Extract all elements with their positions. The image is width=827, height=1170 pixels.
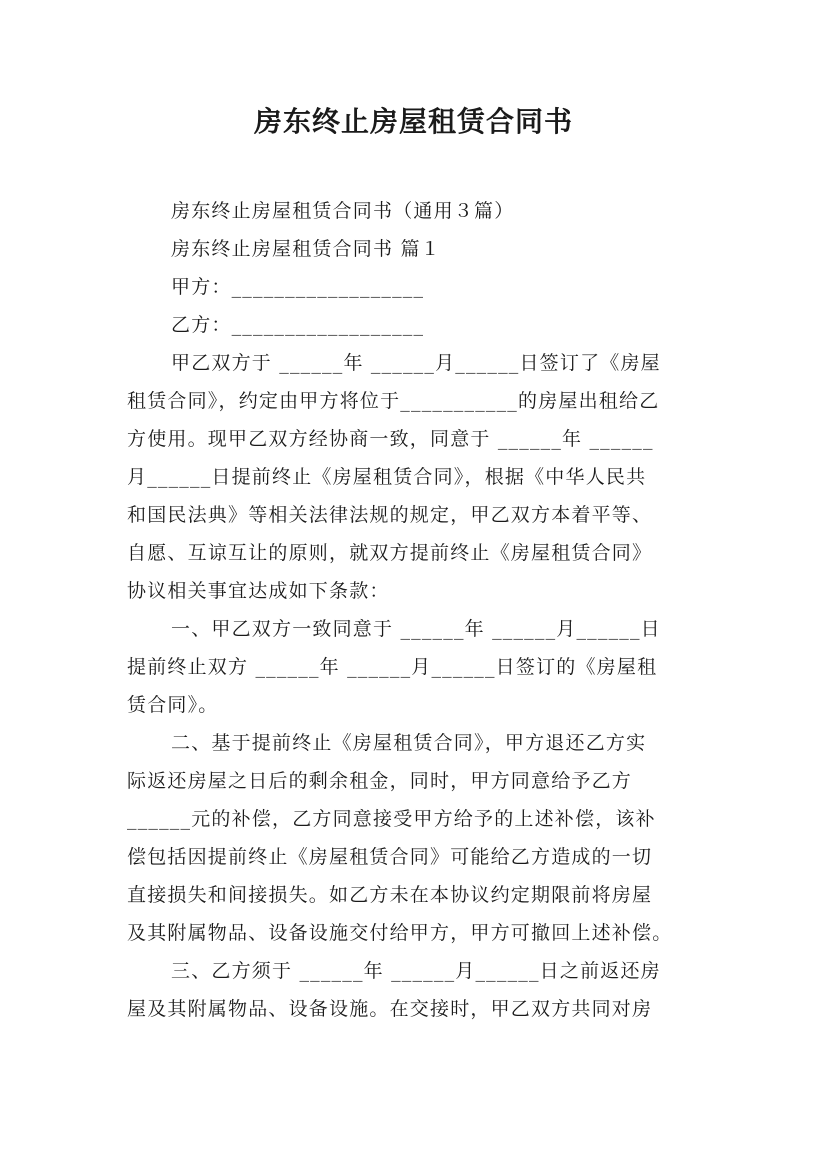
clause-line: ______元的补偿，乙方同意接受甲方给予的上述补偿，该补 (127, 808, 656, 830)
clause-line: 三、乙方须于 ______年 ______月______日之前返还房 (171, 960, 661, 982)
paragraph-line: 租赁合同》，约定由甲方将位于___________的房屋出租给乙 (127, 390, 660, 412)
paragraph-line: 自愿、互谅互让的原则，就双方提前终止《房屋租赁合同》 (127, 542, 653, 564)
paragraph-line: 协议相关事宜达成如下条款： (127, 580, 390, 602)
paragraph-line: 甲乙双方于 ______年 ______月______日签订了《房屋 (171, 352, 661, 374)
clause-line: 二、基于提前终止《房屋租赁合同》，甲方退还乙方实 (171, 732, 647, 754)
clause-line: 一、甲乙双方一致同意于 ______年 ______月______日 (171, 618, 661, 640)
clause-line: 际返还房屋之日后的剩余租金，同时，甲方同意给予乙方 (127, 770, 633, 792)
clause-line: 赁合同》。 (127, 694, 219, 716)
paragraph-line: 方使用。现甲乙双方经协商一致，同意于 ______年 ______ (127, 428, 654, 450)
clause-line: 及其附属物品、设备设施交付给甲方，甲方可撤回上述补偿。 (127, 922, 673, 944)
clause-line: 偿包括因提前终止《房屋租赁合同》可能给乙方造成的一切 (127, 846, 653, 868)
document-body (127, 192, 707, 1028)
section-heading: 房东终止房屋租赁合同书 篇１ (171, 238, 441, 260)
document-title: 房东终止房屋租赁合同书 (253, 105, 573, 138)
subtitle-line: 房东终止房屋租赁合同书（通用３篇） (171, 200, 515, 222)
party-b-line: 乙方：__________________ (171, 314, 425, 336)
paragraph-line: 月______日提前终止《房屋租赁合同》，根据《中华人民共 (127, 466, 647, 488)
clause-line: 屋及其附属物品、设备设施。在交接时，甲乙双方共同对房 (127, 998, 653, 1020)
clause-line: 直接损失和间接损失。如乙方未在本协议约定期限前将房屋 (127, 884, 653, 906)
paragraph-line: 和国民法典》等相关法律法规的规定，甲乙双方本着平等、 (127, 504, 653, 526)
party-a-line: 甲方：__________________ (171, 276, 425, 298)
clause-line: 提前终止双方 ______年 ______月______日签订的《房屋租 (127, 656, 658, 678)
